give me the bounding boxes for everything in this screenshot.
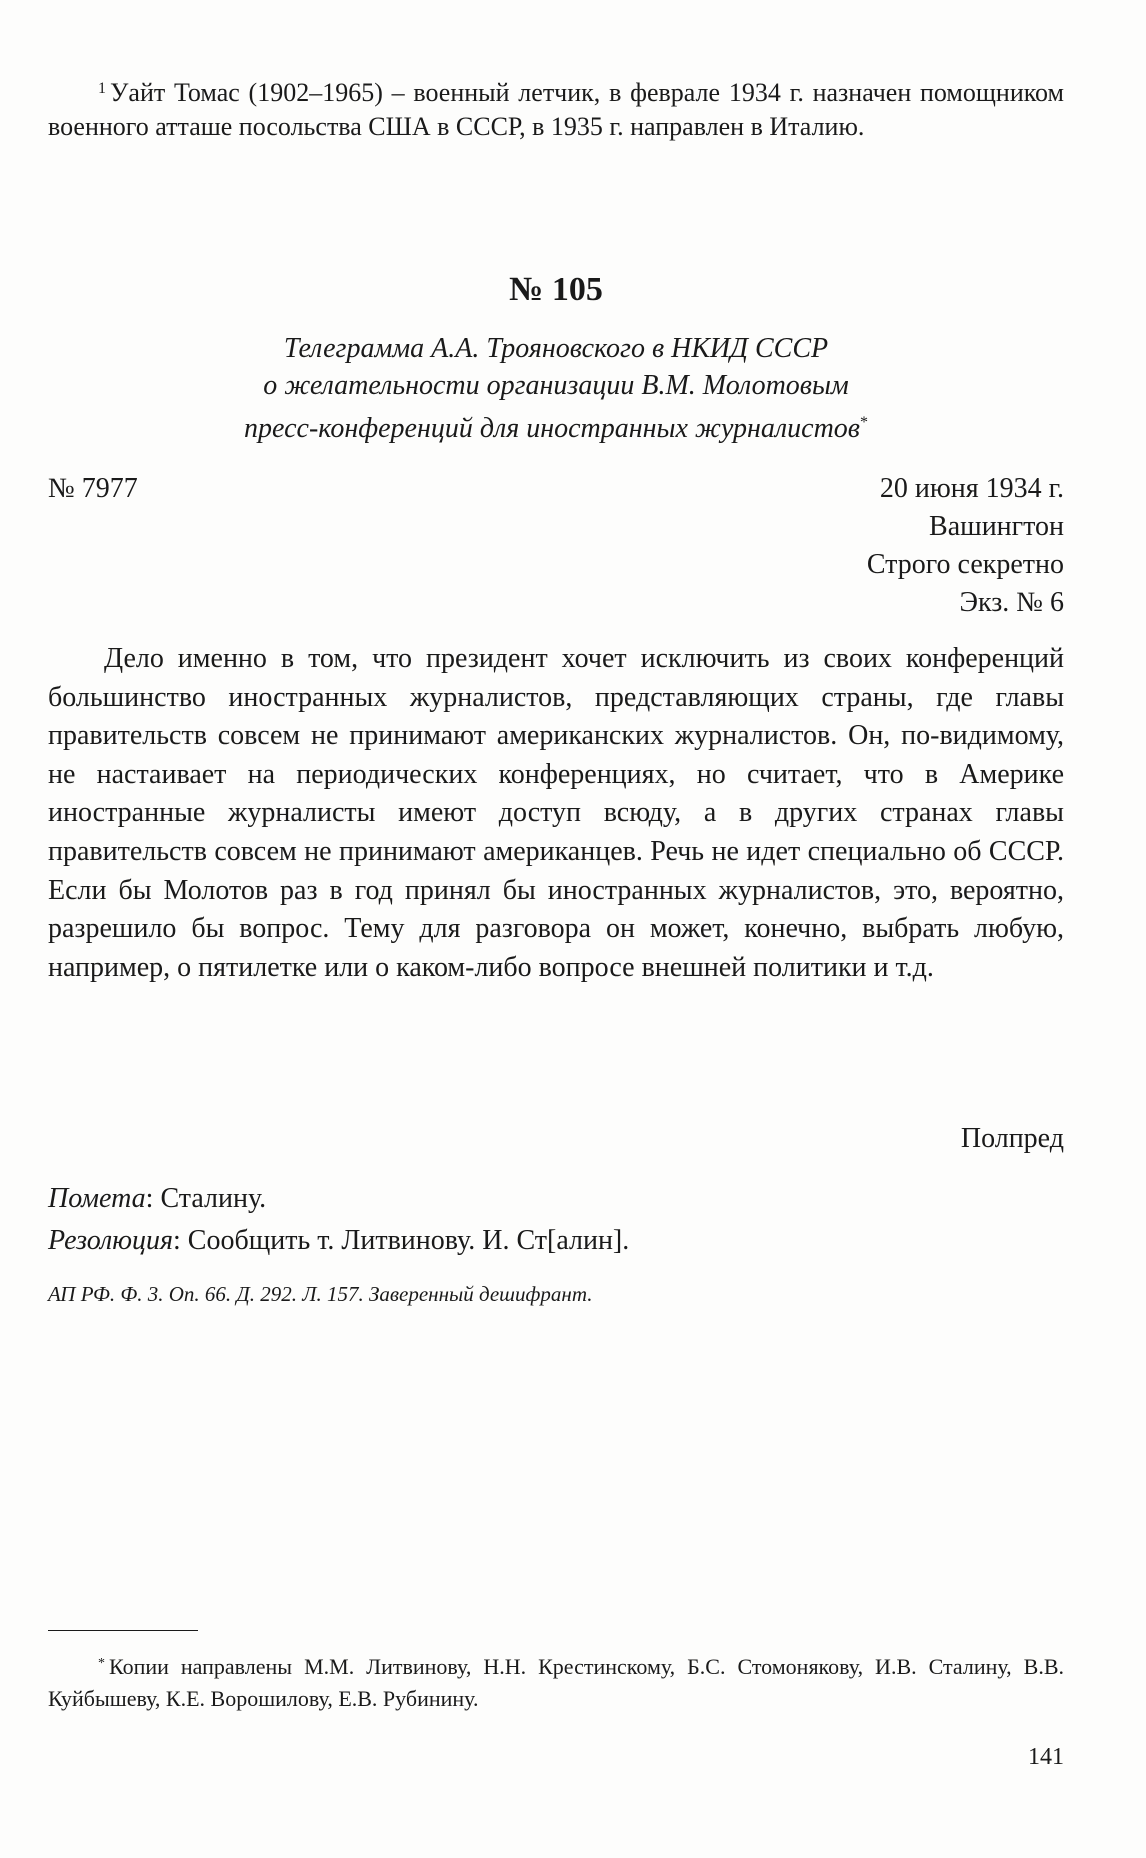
telegram-number: № 7977 <box>48 473 138 504</box>
note: Помета: Сталину. <box>48 1183 267 1214</box>
resolution: Резолюция: Сообщить т. Литвинову. И. Ст[алин]. <box>48 1225 630 1256</box>
previous-footnote-text: Уайт Томас (1902–1965) – военный летчик, в феврале 1934 г. назначен помощником военного атташе посольства США в СССР, в 1935 г. направлен в Италию. <box>48 78 1064 141</box>
resolution-label: Резолюция <box>48 1225 173 1256</box>
document-title-line: Телеграмма А.А. Трояновского в НКИД СССР <box>283 333 829 364</box>
page-number: 141 <box>1028 1744 1064 1770</box>
telegram-date: 20 июня 1934 г. <box>879 473 1064 504</box>
annotations <box>48 1178 1064 1262</box>
document-title <box>48 330 1064 447</box>
footnote-marker: * <box>98 1656 105 1671</box>
footnote-text: Копии направлены М.М. Литвинову, Н.Н. Крестинскому, Б.С. Стомонякову, И.В. Сталину, В.В. Куйбышеву, К.Е. Ворошилову, Е.В. Рубинину. <box>48 1654 1064 1711</box>
document-title-line: о желательности организации В.М. Молотовым <box>263 370 849 401</box>
note-text: Сталину. <box>160 1183 267 1214</box>
footnote-marker: 1 <box>98 80 106 97</box>
document-title-line-text: пресс-конференций для иностранных журналистов <box>244 413 860 444</box>
resolution-text: Сообщить т. Литвинову. И. Ст[алин]. <box>187 1225 630 1256</box>
footnote-divider <box>48 1630 198 1631</box>
telegram-header <box>48 470 1064 622</box>
archive-reference: АП РФ. Ф. 3. Оп. 66. Д. 292. Л. 157. Заверенный дешифрант. <box>48 1282 593 1306</box>
telegram-body: Дело именно в том, что президент хочет исключить из своих конференций большинство иностранных журналистов, представляющих страны, где главы правительств совсем не принимают американских журналистов. Он, по-видимому, не настаивает на периодических конференциях, но считает, что в Америке иностранные журналисты имеют доступ всюду, а в других странах главы правительств совсем не принимают американцев. Речь не идет специально об СССР. Если бы Молотов раз в год принял бы иностранных журналистов, это, вероятно, разрешило бы вопрос. Тему для разговора он может, конечно, выбрать любую, например, о пятилетке или о каком-либо вопросе внешней политики и т.д. <box>48 643 1064 983</box>
document-title-line <box>48 404 1064 447</box>
title-footnote-marker: * <box>859 414 868 431</box>
classification-stamp: Строго секретно <box>866 549 1064 580</box>
telegram-place: Вашингтон <box>929 511 1064 542</box>
previous-footnote <box>48 72 1064 144</box>
note-label: Помета <box>48 1183 146 1214</box>
footnote <box>48 1648 1064 1715</box>
copy-number: Экз. № 6 <box>959 587 1064 618</box>
document-number: № 105 <box>509 271 603 308</box>
signature: Полпред <box>960 1123 1064 1154</box>
